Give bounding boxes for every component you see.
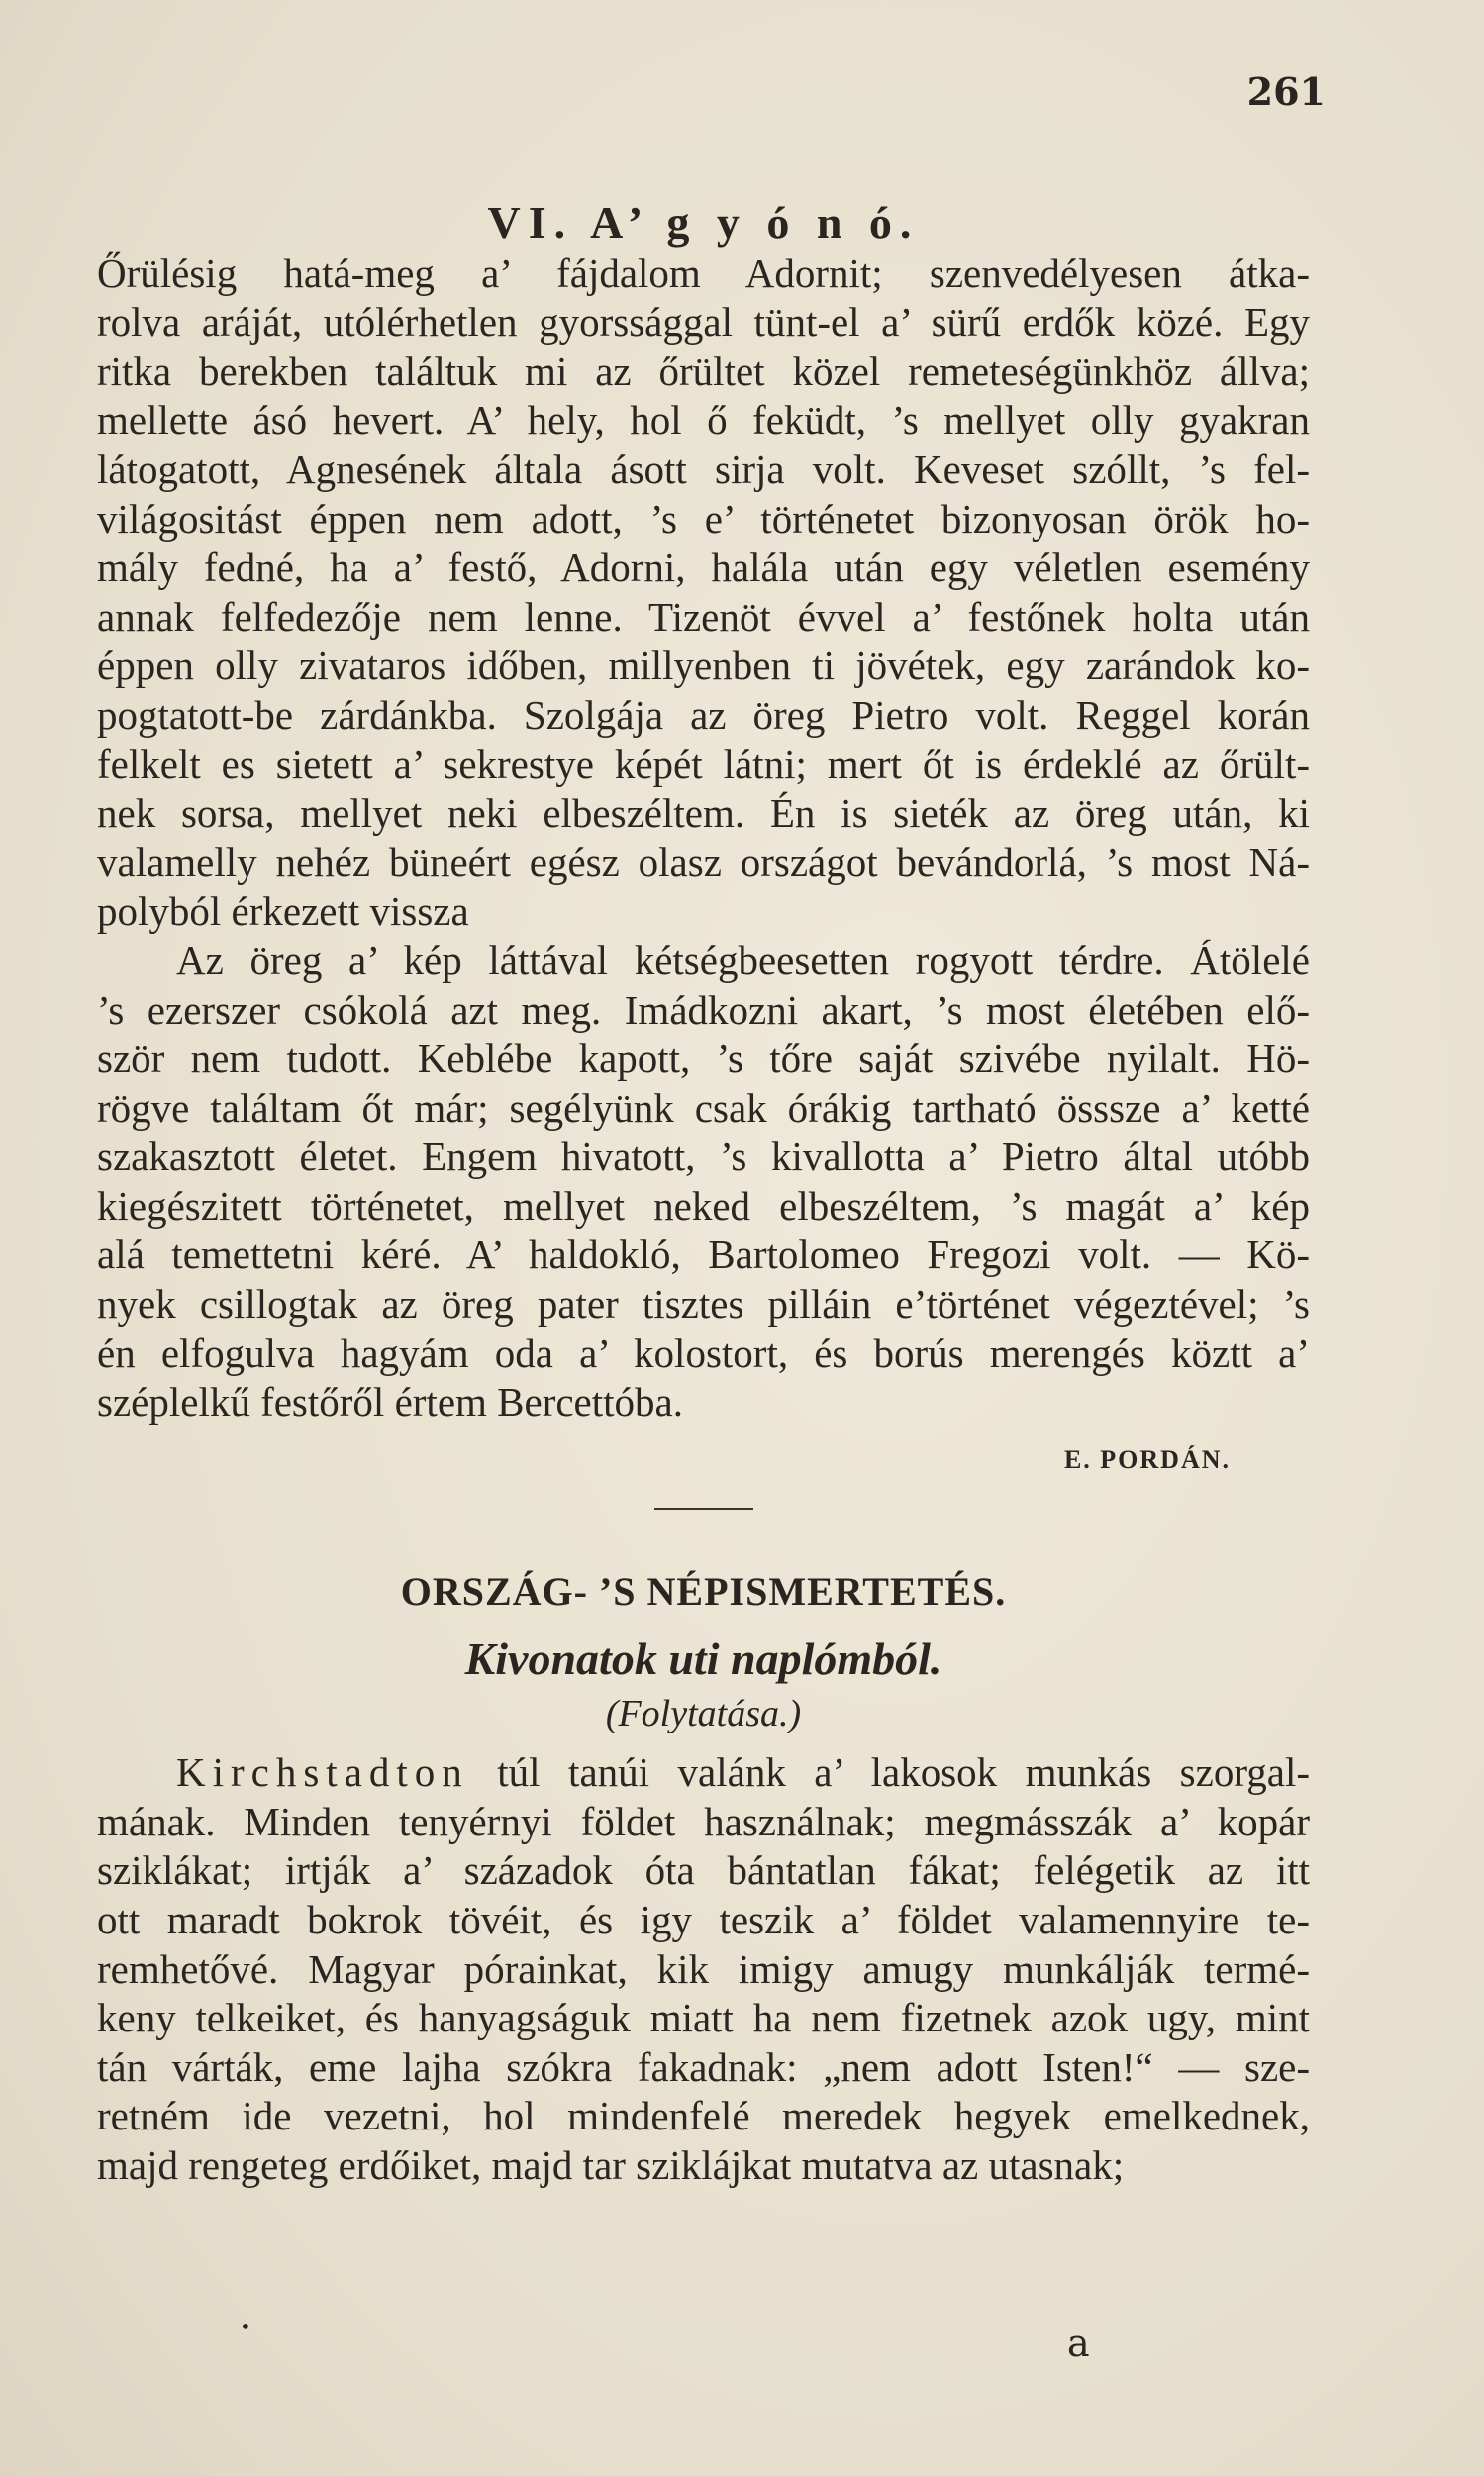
text-line: Őrülésig hatá-meg a’ fájdalom Adornit; szenvedélyesen átka- [97, 249, 1310, 296]
text-line: mellette ásó hevert. A’ hely, hol ő feküdt, ’s mellyet olly gyakran [97, 397, 1310, 444]
text-line: majd rengeteg erdőiket, majd tar sziklájkat mutatva az utasnak; [97, 2141, 1125, 2188]
chapter-paragraph-2 [97, 937, 1310, 1428]
ink-speck: • [240, 2315, 251, 2338]
text-line: rolva aráját, utólérhetlen gyorssággal tünt-el a’ sürű erdők közé. Egy [97, 299, 1310, 346]
section-divider [654, 1508, 753, 1510]
text-line: mának. Minden tenyérnyi földet használnak; megmásszák a’ kopár [97, 1798, 1310, 1844]
text-column [97, 198, 1310, 2191]
text-line: keny telkeiket, és hanyagságuk miatt ha nem fizetnek azok ugy, mint [97, 1995, 1310, 2041]
author-signature: E. PORDÁN. [1063, 1444, 1231, 1474]
subsection-title: Kivonatok uti naplómból. [464, 1634, 942, 1685]
text-line: polyból érkezett vissza [97, 888, 469, 935]
section-first-line [97, 1748, 1310, 1798]
text-line: szakasztott életet. Engem hivatott, ’s kivallotta a’ Pietro által utóbb [97, 1134, 1310, 1180]
text-line: nyek csillogtak az öreg pater tisztes pilláin e’történet végeztével; ’s [97, 1281, 1310, 1328]
first-line-rest: túl tanúi valánk a’ lakosok munkás szorgal- [468, 1749, 1310, 1796]
section-lines [97, 1798, 1310, 2191]
text-line: remhetővé. Magyar pórainkat, kik imigy amugy munkálják termé- [97, 1945, 1310, 1992]
text-line: rögve találtam őt már; segélyünk csak órákig tartható össsze a’ ketté [97, 1084, 1310, 1131]
text-line: ott maradt bokrok tövéit, és igy teszik a’ földet valamennyire te- [97, 1897, 1310, 1942]
text-line: ’s ezerszer csókolá azt meg. Imádkozni akart, ’s most életében elő- [97, 986, 1310, 1033]
text-line: mály fedné, ha a’ festő, Adorni, halála után egy véletlen esemény [97, 545, 1310, 591]
text-line: sziklákat; irtják a’ századok óta bántatlan fákat; felégetik az itt [97, 1847, 1310, 1894]
page-number: 261 [1246, 69, 1326, 114]
text-line: Az öreg a’ kép láttával kétségbeesetten rogyott térdre. Átölelé [176, 937, 1310, 983]
text-line: ritka berekben találtuk mi az őrültet közel remeteségünkhöz állva; [97, 347, 1310, 394]
text-line: látogatott, Agnesének általa ásott sirja volt. Keveset szóllt, ’s fel- [97, 446, 1310, 492]
text-line: kiegészitett történetet, mellyet neked elbeszéltem, ’s magát a’ kép [97, 1182, 1310, 1229]
chapter-title: VI. A’ g y ó n ó. [487, 197, 920, 248]
text-line: világositást éppen nem adott, ’s e’ történetet bizonyosan örök ho- [97, 495, 1310, 542]
text-line: ször nem tudott. Keblébe kapott, ’s tőre saját szivébe nyilalt. Hö- [97, 1036, 1310, 1082]
text-line: tán várták, eme lajha szókra fakadnak: „nem adott Isten!“ — sze- [97, 2043, 1310, 2090]
text-line: annak felfedezője nem lenne. Tizenöt évvel a’ festőnek holta után [97, 593, 1310, 640]
text-line: retném ide vezetni, hol mindenfelé meredek hegyek emelkednek, [97, 2093, 1310, 2139]
text-line: valamelly nehéz büneért egész olasz országot bevándorlá, ’s most Ná- [97, 839, 1310, 885]
text-line: én elfogulva hagyám oda a’ kolostort, és borús merengés köztt a’ [97, 1330, 1310, 1376]
text-line: alá temettetni kéré. A’ haldokló, Bartolomeo Fregozi volt. — Kö- [97, 1232, 1310, 1278]
spaced-place-name: Kirchstadton [176, 1749, 469, 1796]
text-line: felkelt es sietett a’ sekrestye képét látni; mert őt is érdeklé az őrült- [97, 741, 1310, 787]
text-line: pogtatott-be zárdánkba. Szolgája az öreg Pietro volt. Reggel korán [97, 691, 1310, 738]
section-title: ORSZÁG- ’S NÉPISMERTETÉS. [400, 1569, 1007, 1615]
catchword: a [1067, 2322, 1090, 2365]
chapter-paragraph-1 [97, 249, 1310, 937]
text-line: éppen olly zivataros időben, millyenben ti jövétek, egy zarándok ko- [97, 643, 1310, 689]
section-paragraph [97, 1748, 1310, 2190]
text-line: széplelkű festőről értem Bercettóba. [97, 1379, 683, 1426]
continuation-note: (Folytatása.) [605, 1692, 802, 1734]
text-line: nek sorsa, mellyet neki elbeszéltem. Én is sieték az öreg után, ki [97, 790, 1310, 837]
